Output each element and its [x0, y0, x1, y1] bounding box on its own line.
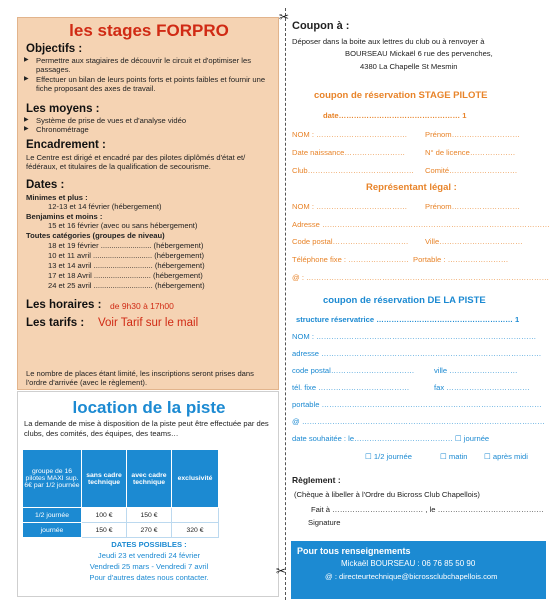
piste-tel-field[interactable]: tél. fixe ………………………………: [292, 383, 410, 392]
location-panel: [17, 391, 279, 597]
table-cell: 150 €: [127, 508, 172, 523]
club-field[interactable]: Club……………………………………: [292, 166, 414, 175]
bullet-icon: ▶: [24, 126, 29, 132]
rep-code-postal-field[interactable]: Code postal…………………………: [292, 237, 409, 246]
location-title: location de la piste: [72, 398, 226, 417]
option-matin-checkbox[interactable]: ☐ matin: [440, 452, 468, 461]
date-row: 10 et 11 avril ............................ (hébergement): [48, 251, 205, 260]
objectifs-heading: Objectifs :: [26, 43, 83, 55]
table-header: sans cadre technique: [82, 450, 127, 508]
moyen-item: ▶ Chronométrage: [24, 125, 89, 134]
signature-label: Signature: [308, 518, 341, 527]
rep-ville-field[interactable]: Ville……………………………: [425, 237, 523, 246]
info-phone: Mickaël BOURSEAU : 06 76 85 50 90: [341, 559, 476, 568]
table-header: avec cadre technique: [127, 450, 172, 508]
date-row: 24 et 25 avril ............................ (hébergement): [48, 281, 205, 290]
piste-code-postal-field[interactable]: code postal……………………………: [292, 366, 415, 375]
moyen-item: ▶ Système de prise de vues et d'analyse vidéo: [24, 116, 187, 125]
date-row: 17 et 18 Avril ........................... (hébergement): [48, 271, 203, 280]
tarifs-heading: Les tarifs :: [26, 317, 85, 329]
encadrement-heading: Encadrement :: [26, 139, 106, 151]
licence-field[interactable]: N° de licence………………: [425, 148, 516, 157]
info-box: [291, 541, 546, 599]
bullet-icon: ▶: [24, 76, 29, 82]
benjamins-heading: Benjamins et moins :: [26, 212, 103, 221]
nom-field[interactable]: NOM : ………………………………: [292, 130, 408, 139]
piste-nom-field[interactable]: NOM : ……………………………………………………………………………: [292, 332, 537, 341]
representant-heading: Représentant légal :: [366, 182, 457, 193]
dates-heading: Dates :: [26, 179, 65, 191]
rep-adresse-field[interactable]: Adresse ………………………………………………………………………………: [292, 220, 550, 229]
prenom-field[interactable]: Prénom………………………: [425, 130, 520, 139]
table-header: groupe de 16 pilotes MAXI sup. 6€ par 1/2 journée: [23, 450, 82, 508]
bullet-icon: ▶: [24, 117, 29, 123]
minimes-heading: Minimes et plus :: [26, 193, 88, 202]
table-cell: [172, 508, 219, 523]
piste-portable-field[interactable]: portable ……………………………………………………………………………: [292, 400, 542, 409]
option-demi-journee-checkbox[interactable]: ☐ 1/2 journée: [365, 452, 412, 461]
date-naissance-field[interactable]: Date naissance……………………: [292, 148, 406, 157]
piste-adresse-field[interactable]: adresse ……………………………………………………………………………: [292, 349, 542, 358]
reglement-text: (Chèque à libeller à l'Ordre du Bicross Club Chapellois): [294, 490, 480, 499]
bullet-icon: ▶: [24, 57, 29, 63]
objectif-item: ▶ Permettre aux stagiaires de découvrir le circuit et d'optimiser les passages.: [24, 56, 252, 74]
info-heading: Pour tous renseignements: [297, 546, 411, 556]
piste-coupon-heading: coupon de réservation DE LA PISTE: [323, 295, 486, 306]
dates-possibles-heading: DATES POSSIBLES :: [111, 540, 187, 549]
table-cell: 100 €: [82, 508, 127, 523]
stage-coupon-heading: coupon de réservation STAGE PILOTE: [314, 90, 488, 101]
table-row: [23, 523, 219, 538]
coupon-heading: Coupon à :: [292, 20, 350, 32]
scissors-icon: ✂: [276, 564, 287, 578]
rep-email-field[interactable]: @ : ……………………………………………………………………………………: [292, 273, 550, 282]
address-line: 4380 La Chapelle St Mesmin: [360, 62, 458, 71]
piste-email-field[interactable]: @ ……………………………………………………………………………………: [292, 417, 545, 426]
toutes-heading: Toutes catégories (groupes de niveau): [26, 231, 165, 240]
table-row-label: journée: [23, 523, 82, 538]
stage-date-field[interactable]: date………………………………………… 1: [323, 111, 467, 120]
address-line: Déposer dans la boite aux lettres du club ou à renvoyer à: [292, 37, 485, 46]
rep-nom-field[interactable]: NOM : ………………………………: [292, 202, 408, 211]
date-row: 18 et 19 février ........................ (hébergement): [48, 241, 204, 250]
rep-prenom-field[interactable]: Prénom………………………: [425, 202, 520, 211]
rep-telephone-field[interactable]: Téléphone fixe : ……………………: [292, 255, 409, 264]
tarifs-text: Voir Tarif sur le mail: [98, 317, 199, 329]
fait-a-field[interactable]: Fait à ……………………………… , le ……………………………………: [311, 505, 544, 514]
encadrement-text: Le Centre est dirigé et encadré par des pilotes diplômés d'état et/ fédéraux, et titulaires de la qualification de secourisme.: [26, 153, 246, 171]
minimes-date: 12-13 et 14 février (hébergement): [48, 202, 162, 211]
date-souhaitee-field[interactable]: date souhaitée : le………………………………… ☐ journée: [292, 434, 490, 443]
horaires-heading: Les horaires :: [26, 299, 102, 311]
location-intro: La demande de mise à disposition de la piste peut être effectuée par des clubs, des comités, des équipes, des teams…: [24, 419, 269, 438]
table-cell: 320 €: [172, 523, 219, 538]
table-row: [23, 508, 219, 523]
places-text: Le nombre de places étant limité, les inscriptions seront prises dans l'ordre d'arrivée (avec le règlement).: [26, 369, 254, 387]
address-line: BOURSEAU Mickaël 6 rue des pervenches,: [345, 49, 493, 58]
rates-table: [22, 449, 219, 538]
benjamins-date: 15 et 16 février (avec ou sans hébergement): [48, 221, 198, 230]
dates-possibles-line: Pour d'autres dates nous contacter.: [89, 573, 209, 582]
option-apres-midi-checkbox[interactable]: ☐ après midi: [484, 452, 528, 461]
table-header: exclusivité: [172, 450, 219, 508]
rep-portable-field[interactable]: Portable : ……………………: [413, 255, 509, 264]
moyens-heading: Les moyens :: [26, 103, 100, 115]
stages-panel: [17, 17, 279, 390]
piste-fax-field[interactable]: fax ……………………………: [434, 383, 530, 392]
scissors-icon: ✂: [279, 10, 290, 24]
dates-possibles-line: Jeudi 23 et vendredi 24 février: [97, 551, 201, 560]
cut-line: [285, 8, 286, 600]
table-cell: 150 €: [82, 523, 127, 538]
comite-field[interactable]: Comité………………………: [425, 166, 518, 175]
date-row: 13 et 14 avril ............................ (hébergement): [48, 261, 205, 270]
horaires-text: de 9h30 à 17h00: [110, 301, 174, 311]
table-header-row: [23, 450, 219, 508]
structure-field[interactable]: structure réservatrice ……………………………………………… 1: [296, 315, 520, 324]
objectif-item: ▶ Effectuer un bilan de leurs points forts et points faibles et fournir une fiche proposant des axes de travail.: [24, 75, 266, 93]
reglement-heading: Règlement :: [292, 475, 341, 485]
dates-possibles-line: Vendredi 25 mars - Vendredi 7 avril: [89, 562, 209, 571]
piste-ville-field[interactable]: ville ………………………: [434, 366, 518, 375]
table-row-label: 1/2 journée: [23, 508, 82, 523]
stages-title: les stages FORPRO: [69, 21, 229, 40]
info-email[interactable]: @ : directeurtechnique@bicrossclubchapellois.com: [325, 572, 498, 581]
table-cell: 270 €: [127, 523, 172, 538]
